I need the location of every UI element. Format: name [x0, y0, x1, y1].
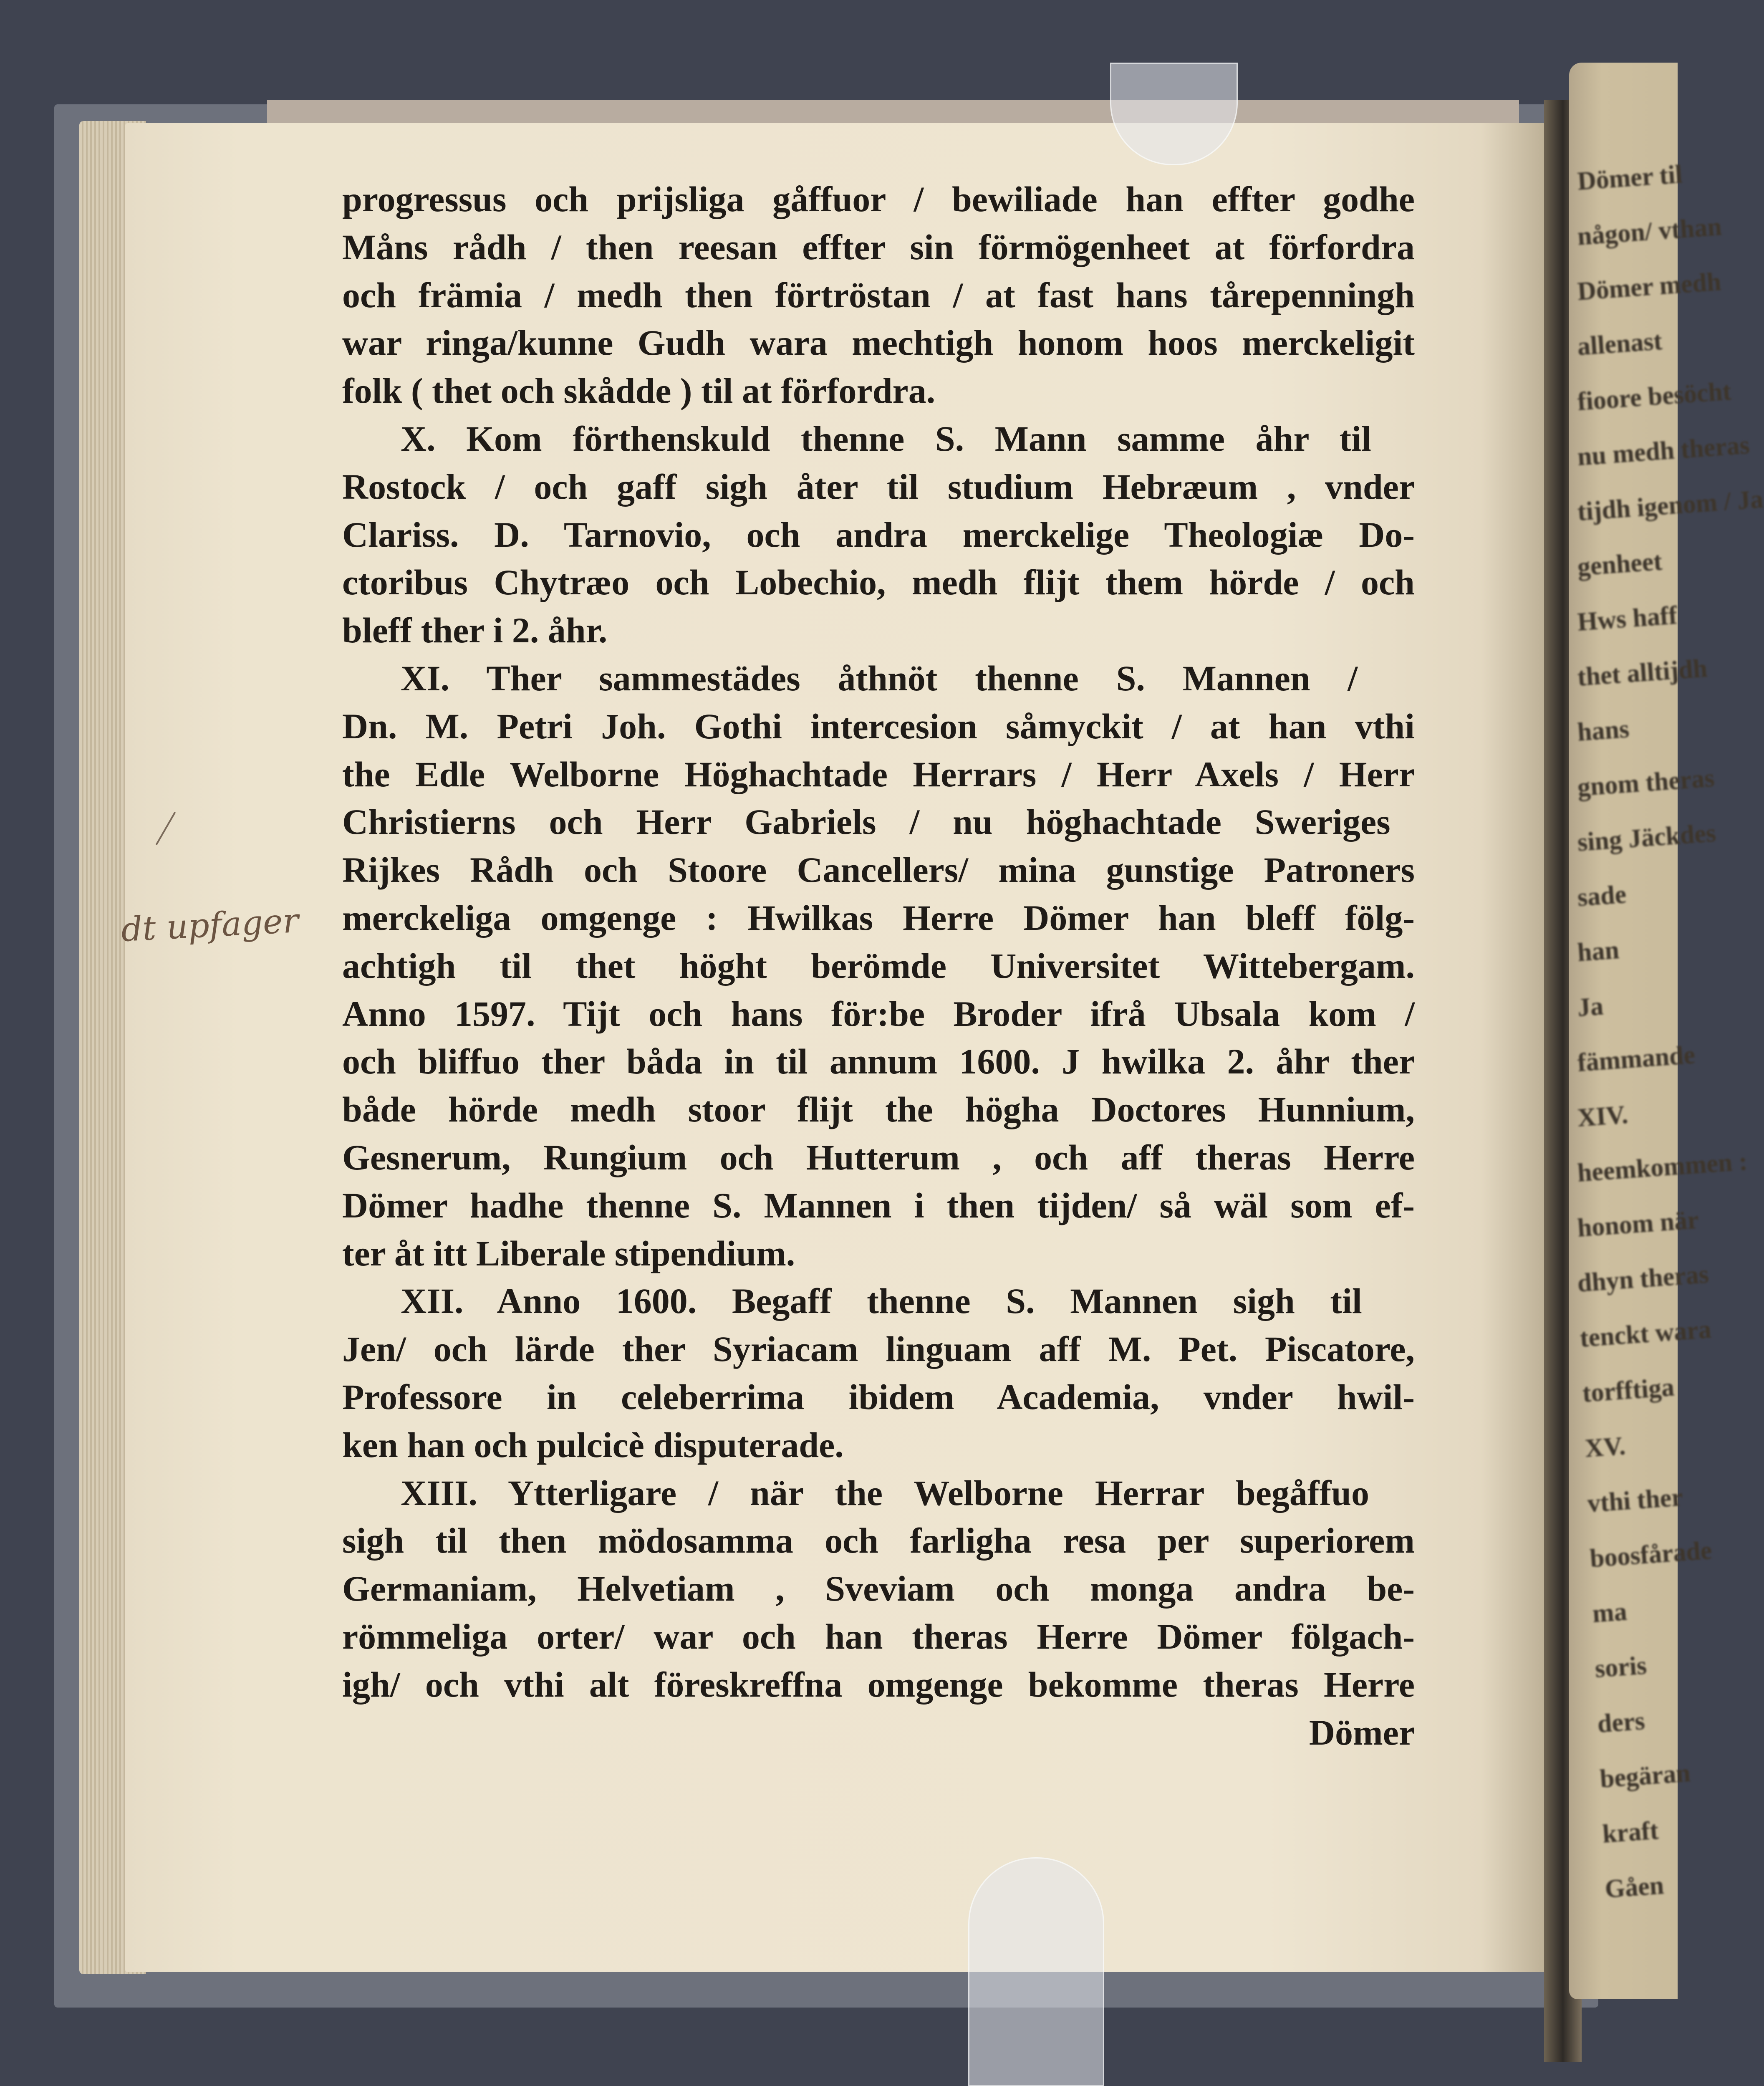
facing-page-line: fioore besöcht	[1576, 377, 1732, 416]
text-line: folk ( thet och skådde ) til at förfordra.	[342, 371, 936, 411]
text-line: Clariss. D. Tarnovio, och andra merckelige Theologiæ Do-	[342, 514, 1415, 555]
facing-page-line: tijdh igenom / Ja	[1576, 485, 1764, 526]
text-line: Germaniam, Helvetiam , Sveviam och monga andra be-	[342, 1568, 1415, 1609]
text-line: the Edle Welborne Höghachtade Herrars / Herr Axels / Herr	[342, 754, 1415, 794]
text-line: Rostock / och gaff sigh åter til studium Hebræum , vnder	[342, 466, 1415, 507]
text-line: både hörde medh stoor flijt the högha Doctores Hunnium,	[342, 1089, 1415, 1130]
facing-page-line: någon/ vthan	[1576, 212, 1723, 251]
text-line: Jen/ och lärde ther Syriacam linguam aff M. Pet. Piscatore,	[342, 1329, 1415, 1369]
text-line: ter åt itt Liberale stipendium.	[342, 1233, 795, 1273]
facing-page-line: Hws haff	[1576, 601, 1678, 636]
facing-page-line: heemkommen :	[1576, 1147, 1749, 1187]
facing-page-line: sing Jäckdes	[1576, 818, 1717, 857]
text-line: Professore in celeberrima ibidem Academia, vnder hwil-	[342, 1376, 1415, 1417]
facing-page-line: honom när	[1576, 1205, 1700, 1243]
facing-page-line: Gåen	[1604, 1871, 1665, 1904]
text-line: römmeliga orter/ war och han theras Herre Dömer fölgach-	[342, 1616, 1415, 1657]
text-line: XI. Ther sammestädes åthnöt thenne S. Mannen /	[401, 658, 1358, 698]
text-line: bleff ther i 2. åhr.	[342, 610, 608, 651]
facing-page-line: soris	[1594, 1651, 1648, 1683]
facing-page-line: kraft	[1601, 1816, 1660, 1849]
facing-page-line: tenckt wara	[1579, 1315, 1712, 1353]
facing-page-line: gnom theras	[1576, 764, 1716, 802]
facing-page-line: dhyn theras	[1576, 1260, 1710, 1298]
facing-page-line: XIV.	[1576, 1100, 1629, 1132]
facing-page-line: allenast	[1576, 326, 1663, 361]
text-line: Måns rådh / then reesan effter sin förmögenheet at förfordra	[342, 227, 1415, 267]
facing-page-line: thet alltijdh	[1576, 654, 1708, 692]
page-text-block	[342, 175, 1415, 1756]
facing-page-line: ders	[1596, 1707, 1646, 1738]
text-line: Dömer hadhe thenne S. Mannen i then tijden/ så wäl som ef-	[342, 1185, 1415, 1225]
text-line: sigh til then mödosamma och farligha resa per superiorem	[342, 1520, 1415, 1561]
facing-page-line: torfftiga	[1581, 1373, 1676, 1408]
text-line: achtigh til thet höght berömde Universitet Wittebergam.	[342, 945, 1415, 986]
facing-page-line: begäran	[1599, 1758, 1691, 1793]
handwritten-margin-note: dt upfager	[120, 901, 300, 950]
text-line: och bliffuo ther båda in til annum 1600. J hwilka 2. åhr ther	[342, 1041, 1415, 1082]
facing-page-line: han	[1576, 936, 1620, 967]
text-line: Anno 1597. Tijt och hans för:be Broder ifrå Ubsala kom /	[342, 993, 1415, 1034]
page-holder-clip-bottom	[968, 1857, 1104, 2086]
text-line: och främia / medh then förtröstan / at fast hans tårepenningh	[342, 275, 1415, 315]
facing-page-line: XV.	[1584, 1432, 1627, 1463]
facing-page-line: hans	[1576, 715, 1630, 747]
text-line: merckeliga omgenge : Hwilkas Herre Dömer han bleff fölg-	[342, 897, 1415, 938]
text-line: Dn. M. Petri Joh. Gothi intercesion såmyckit / at han vthi	[342, 706, 1415, 746]
text-line: X. Kom förthenskuld thenne S. Mann samme åhr til	[401, 418, 1371, 459]
text-line: Gesnerum, Rungium och Hutterum , och aff theras Herre	[342, 1137, 1415, 1177]
text-line: Rijkes Rådh och Stoore Cancellers/ mina gunstige Patroners	[342, 850, 1415, 890]
text-line: ken han och pulcicè disputerade.	[342, 1424, 844, 1465]
text-line: XIII. Ytterligare / när the Welborne Herrar begåffuo	[401, 1472, 1369, 1513]
text-line: igh/ och vthi alt föreskreffna omgenge bekomme theras Herre	[342, 1664, 1415, 1705]
facing-page-line: Dömer til	[1576, 160, 1683, 196]
facing-page	[1569, 63, 1764, 1999]
text-line: Dömer	[1309, 1712, 1415, 1753]
text-line: Christierns och Herr Gabriels / nu höghachtade Sweriges	[342, 802, 1391, 842]
text-line: ctoribus Chytræo och Lobechio, medh flijt them hörde / och	[342, 562, 1415, 603]
text-line: progressus och prijsliga gåffuor / bewiliade han effter godhe	[342, 179, 1415, 219]
facing-page-line: genheet	[1576, 547, 1663, 581]
text-line: war ringa/kunne Gudh wara mechtigh honom hoos merckeligit	[342, 323, 1415, 363]
facing-page-line: boosfårade	[1589, 1536, 1713, 1573]
facing-page-line: Ja	[1576, 992, 1605, 1022]
text-line: XII. Anno 1600. Begaff thenne S. Mannen sigh til	[401, 1281, 1362, 1321]
facing-page-line: vthi ther	[1586, 1483, 1684, 1518]
facing-page-line: Dömer medh	[1576, 268, 1722, 306]
facing-page-line: nu medh theras	[1576, 431, 1751, 471]
facing-page-line: ma	[1591, 1597, 1628, 1628]
facing-page-line: sade	[1576, 880, 1628, 912]
facing-page-line: fämmande	[1576, 1040, 1696, 1077]
